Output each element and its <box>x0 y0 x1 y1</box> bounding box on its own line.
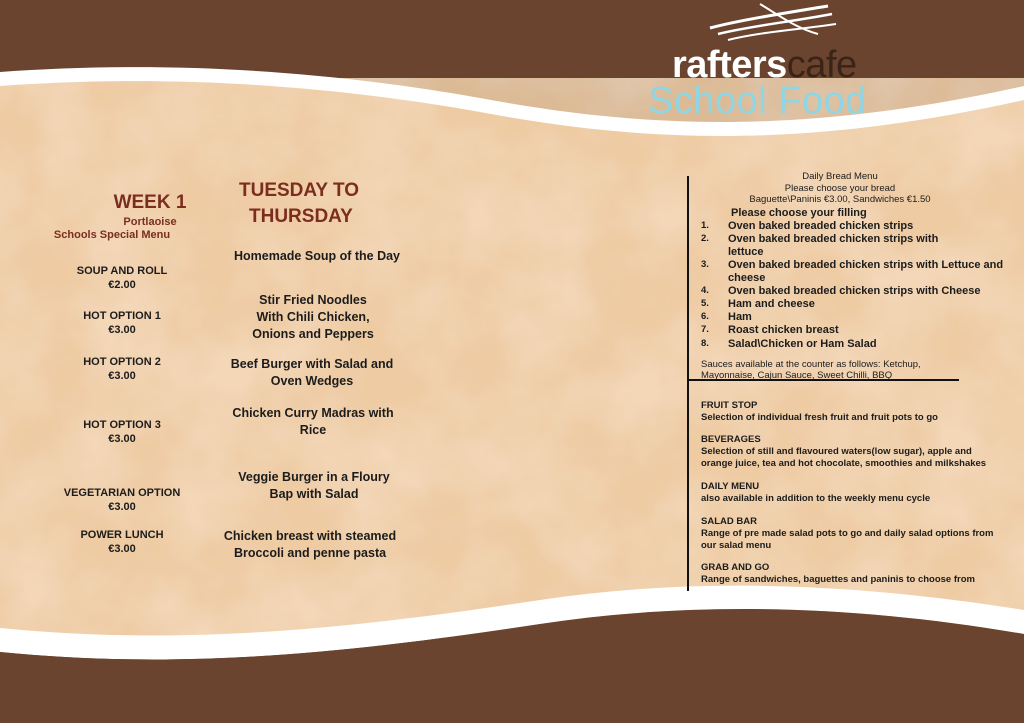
salad-bar-text: our salad menu <box>701 540 772 551</box>
option-name: SOUP AND ROLL <box>76 265 168 277</box>
brand-tagline: School Food <box>648 80 867 122</box>
filling-number: 5. <box>701 297 709 309</box>
filling-text: Ham and cheese <box>728 297 815 310</box>
salad-bar-title: SALAD BAR <box>701 516 757 527</box>
filling-number: 2. <box>701 233 709 245</box>
filling-number: 7. <box>701 324 709 336</box>
list-item <box>701 233 1013 258</box>
dish-line: Bap with Salad <box>269 487 359 501</box>
option-name: HOT OPTION 3 <box>83 419 161 431</box>
filling-text: Oven baked breaded chicken strips <box>728 220 914 232</box>
fruit-stop-title: FRUIT STOP <box>701 400 758 411</box>
brand-name-part2: cafe <box>786 44 857 86</box>
bread-choose-label: Please choose your bread <box>784 182 896 194</box>
dish-line: Beef Burger with Salad and <box>230 357 394 371</box>
days-heading-line2: THURSDAY <box>249 206 353 227</box>
option-price: €3.00 <box>108 433 136 445</box>
option-price: €3.00 <box>108 543 136 555</box>
dish-hot-2 <box>212 356 412 390</box>
filling-number: 4. <box>701 284 709 296</box>
dish-line: Stir Fried Noodles <box>259 293 367 307</box>
days-heading <box>239 178 429 230</box>
list-item <box>701 220 1013 233</box>
grab-and-go-title: GRAB AND GO <box>701 562 770 573</box>
grab-and-go-text: Range of sandwiches, baguettes and paninis to choose from <box>701 574 975 585</box>
option-vegetarian <box>42 486 202 514</box>
sauces-line: Mayonnaise, Cajun Sauce, Sweet Chilli, BBQ <box>701 370 893 381</box>
sauces-line: Sauces available at the counter as follows: Ketchup, <box>701 359 921 370</box>
dish-line: Rice <box>299 423 327 437</box>
grab-and-go-section <box>701 562 1011 586</box>
list-item <box>701 338 1013 351</box>
option-name: VEGETARIAN OPTION <box>63 487 181 499</box>
option-name: HOT OPTION 1 <box>83 310 161 322</box>
option-name: POWER LUNCH <box>80 529 164 541</box>
fruit-stop-section <box>701 400 1011 424</box>
list-item <box>701 259 1013 284</box>
option-power-lunch <box>42 528 202 556</box>
dish-line: Veggie Burger in a Floury <box>238 470 390 484</box>
fruit-stop-text: Selection of individual fresh fruit and fruit pots to go <box>701 412 938 423</box>
week-heading: WEEK 1 <box>113 192 187 213</box>
location-label: Portlaoise <box>123 216 177 228</box>
bread-menu-header <box>730 171 950 206</box>
beverages-section <box>701 434 1011 470</box>
list-item <box>701 285 1013 298</box>
filling-number: 6. <box>701 311 709 323</box>
dish-soup: Homemade Soup of the Day <box>234 249 400 263</box>
filling-list <box>701 220 1013 351</box>
option-hot-1 <box>42 309 202 337</box>
dish-line: Broccoli and penne pasta <box>233 546 387 560</box>
filling-text: Roast chicken breast <box>728 324 839 337</box>
option-name: HOT OPTION 2 <box>83 356 161 368</box>
dish-hot-3 <box>213 405 413 439</box>
option-price: €3.00 <box>108 370 136 382</box>
brand-name-part1: rafters <box>672 44 787 86</box>
filling-text: Oven baked breaded chicken strips with Lettuce and cheese <box>728 258 1004 284</box>
filling-text: Oven baked breaded chicken strips with lettuce <box>728 233 939 258</box>
filling-number: 3. <box>701 258 709 270</box>
dish-line: Chicken Curry Madras with <box>232 406 394 420</box>
list-item <box>701 311 1013 324</box>
filling-text: Salad\Chicken or Ham Salad <box>728 337 877 350</box>
beverages-text: orange juice, tea and hot chocolate, smoothies and milkshakes <box>701 458 987 469</box>
beverages-text: Selection of still and flavoured waters(low sugar), apple and <box>701 446 972 457</box>
days-heading-line1: TUESDAY TO <box>239 180 360 201</box>
beverages-title: BEVERAGES <box>701 434 761 445</box>
filling-text: Ham <box>728 311 752 324</box>
option-price: €3.00 <box>108 324 136 336</box>
column-divider <box>687 176 689 591</box>
bread-prices: Baguette\Paninis €3.00, Sandwiches €1.50 <box>749 194 931 205</box>
option-soup-and-roll <box>42 264 202 292</box>
dish-line: Oven Wedges <box>270 374 354 388</box>
logo-swoosh-icon <box>700 0 840 48</box>
filling-number: 1. <box>701 220 709 231</box>
option-hot-3 <box>42 418 202 446</box>
sauces-note <box>701 359 981 381</box>
option-price: €2.00 <box>108 279 136 291</box>
dish-hot-1 <box>213 292 413 343</box>
filling-number: 8. <box>701 337 709 349</box>
dish-vegetarian <box>214 469 414 503</box>
salad-bar-section <box>701 516 1011 552</box>
daily-menu-title: DAILY MENU <box>701 481 760 492</box>
option-hot-2 <box>42 355 202 383</box>
filling-title: Please choose your filling <box>731 207 867 219</box>
menu-subtitle: Schools Special Menu <box>53 229 171 241</box>
option-price: €3.00 <box>108 501 136 513</box>
dish-line: Chicken breast with steamed <box>223 529 397 543</box>
list-item <box>701 298 1013 311</box>
dish-line: Onions and Peppers <box>252 327 374 341</box>
daily-menu-text: also available in addition to the weekly menu cycle <box>701 493 931 504</box>
dish-power-lunch <box>210 528 410 562</box>
bread-menu-title: Daily Bread Menu <box>802 171 878 182</box>
salad-bar-text: Range of pre made salad pots to go and daily salad options from <box>701 528 994 539</box>
list-item <box>701 324 1013 337</box>
daily-menu-section <box>701 481 1011 505</box>
dish-line: With Chili Chicken, <box>256 310 370 324</box>
filling-text: Oven baked breaded chicken strips with Cheese <box>728 284 981 297</box>
